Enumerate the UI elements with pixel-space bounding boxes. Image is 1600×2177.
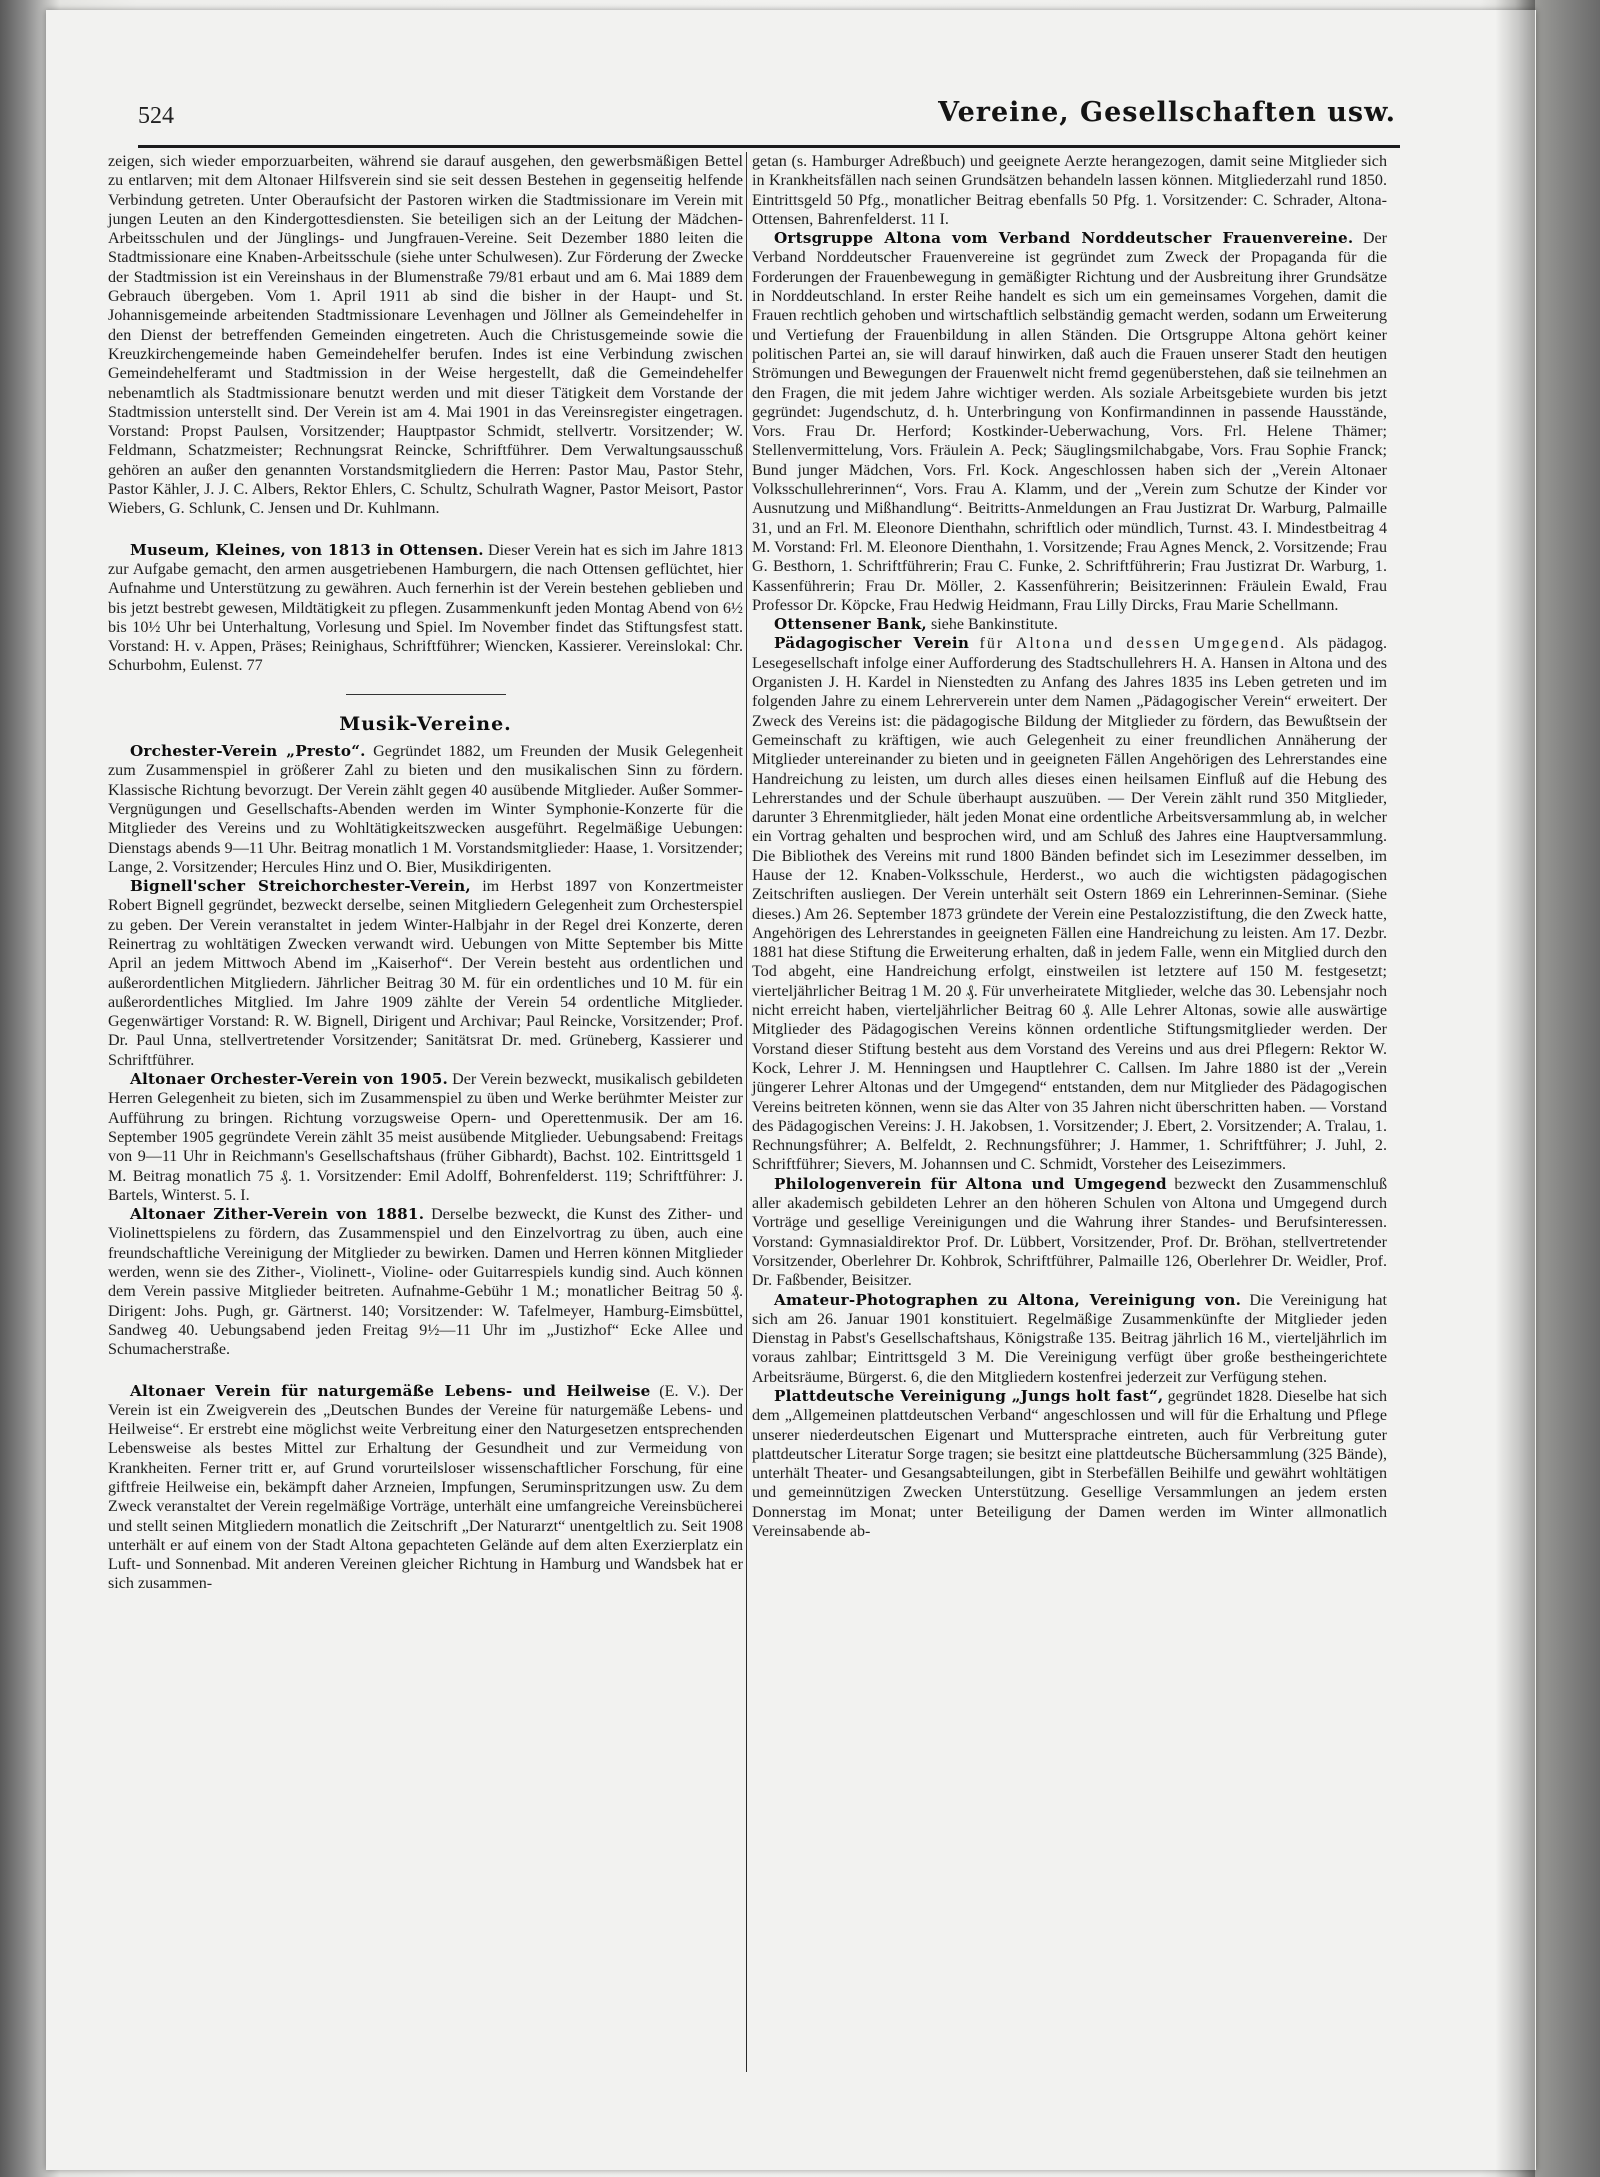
entry-title: Orchester-Verein „Presto“. [130,742,366,761]
page-number: 524 [138,103,174,129]
page-header [138,95,1400,148]
entry-text: Die Vereinigung hat sich am 26. Januar 1901 konstituiert. Regelmäßige Zusammenkünfte der Mitglieder jeden Dienstag in Pabst's Gesellschaftshaus, Königstraße 135. Beitrag jährlich 16 M., vierteljährlich im voraus zahlbar; Eintrittsgeld 3 M. Die Vereinigung verfügt über große bestheingerichtete Arbeitsräume, Bürgerst. 6, die den Mitgliedern kostenfrei jederzeit zur Verfügung stehen. [752,1291,1387,1386]
stadtmission-continuation: zeigen, sich wieder emporzuarbeiten, während sie darauf ausgehen, den gewerbsmäßigen Bettel zu entlarven; mit dem Altonaer Hilfsverein sind sie seit dessen Bestehen in gegenseitig helfende Verbindung getreten. Unter Oberaufsicht der Pastoren wirken die Stadtmissionare im Verein mit jungen Leuten an den Kindergottesdiensten. Sie beteiligen sich an der Leitung der Mädchen-Arbeitsschulen und der Jünglings- und Jungfrauen-Vereine. Seit Dezember 1880 leiten die Stadtmissionare eine Knaben-Arbeitsschule (siehe unter Schulwesen). Zur Förderung der Zwecke der Stadtmission ist ein Vereinshaus in der Blumenstraße 79/81 erbaut und am 6. Mai 1889 dem Gebrauch übergeben. Vom 1. April 1911 ab sind die bisher in der Haupt- und St. Johannisgemeinde arbeitenden Stadtmissionare Levenhagen und Jöllner als Gemeindehelfer in den Dienst der betreffenden Gemeinden eingetreten. Auch die Christusgemeinde sowie die Kreuzkirchengemeinde haben Gemeindehelfer berufen. Indes ist eine Verbindung zwischen Gemeindehelferamt und Stadtmission in der Weise hergestellt, daß die Gemeindehelfer nebenamtlich als Stadtmissionare benutzt werden und mit dieser Tätigkeit dem Vorstande der Stadtmission unterstellt sind. Der Verein ist am 4. Mai 1901 in das Vereinsregister eingetragen. Vorstand: Propst Paulsen, Vorsitzender; Hauptpastor Schmidt, stellvertr. Vorsitzender; W. Feldmann, Schatzmeister; Rechnungsrat Reincke, Schriftführer. Dem Verwaltungsausschuß gehören an außer den genannten Vorstandsmitgliedern die Herren: Pastor Mau, Pastor Stehr, Pastor Kähler, J. J. C. Albers, Rektor Ehlers, C. Schultz, Schulrath Wagner, Pastor Meisort, Pastor Wiebers, G. Schlunk, C. Jensen und Dr. Kuhlmann. [108,153,743,518]
entry-text: Der Verband Norddeutscher Frauenvereine ist gegründet zum Zweck der Propaganda für die Forderungen der Frauenbewegung in gemäßigter Richtung und der Ausbreitung ihrer Grundsätze in Norddeutschland. In erster Reihe handelt es sich um ein gemeinsames Vorgehen, damit die Frauen rechtlich gehoben und wirtschaftlich selbständig gemacht werden, sodann um Erweiterung und Vertiefung der Frauenbildung in allen Ständen. Die Ortsgruppe Altona gehört keiner politischen Partei an, sie will darauf hinwirken, daß auch die Frauen unserer Stadt den heutigen Strömungen und Bewegungen der Frauenwelt nicht fremd gegenüberstehen, daß sie teilnehmen an den Fragen, die mit jedem Jahre wichtiger werden. Als soziale Arbeitsgebiete wurden bis jetzt gegründet: Jugendschutz, d. h. Unterbringung von Konfirmandinnen in passende Hausstände, Vors. Frau Dr. Herford; Kostkinder-Ueberwachung, Vors. Frl. Helene Thämer; Stellenvermittelung, Vors. Fräulein A. Peck; Säuglingsmilchabgabe, Vors. Frau Sophie Franck; Bund junger Mädchen, Vors. Frl. Kock. Angeschlossen haben sich der „Verein Altonaer Volksschullehrerinnen“, Vors. Frau A. Klamm, und der „Verein zum Schutze der Kinder vor Ausnutzung und Mißhandlung“. Beitritts-Anmeldungen an Frau Justizrat Dr. Warburg, Palmaille 31, und an Frl. M. Eleonore Dienthahn, schriftlich oder mündlich, Turnst. 43. I. Mindestbeitrag 4 M. Vorstand: Frl. M. Eleonore Dienthahn, 1. Vorsitzende; Frau Agnes Menck, 2. Vorsitzende; Frau G. Besthorn, 1. Schriftführerin; Frau C. Funke, 2. Schriftführerin; Frau Justizrat Dr. Warburg, 1. Kassenführerin; Frau Dr. Möller, 2. Kassenführerin; Beisitzerinnen: Fräulein Ewald, Frau Professor Dr. Köpcke, Frau Hedwig Heidmann, Frau Lilly Dircks, Frau Marie Schellmann. [752,230,1387,614]
entry-title: Altonaer Verein für naturgemäße Lebens- und Heilweise [130,1381,651,1400]
entry-museum [108,541,743,676]
entry-naturheilweise [108,1382,743,1594]
entry-presto [108,742,743,877]
entry-zither [108,1205,743,1359]
entry-title: Altonaer Orchester-Verein von 1905. [130,1070,448,1089]
entry-philologenverein [752,1175,1387,1291]
entry-paedagogischer-verein [752,634,1387,1174]
entry-text: gegründet 1828. Dieselbe hat sich dem „Allgemeinen plattdeutschen Verband“ angeschlossen und will für die Erhaltung und Pflege unserer niederdeutschen Eigenart und Muttersprache eintreten, auch für Verbreitung guter plattdeutscher Literatur Sorge tragen; sie besitzt eine plattdeutsche Büchersammlung (325 Bände), unterhält Theater- und Gesangsabteilungen, gibt in Sterbefällen Beihilfe und gewährt wohltätigen und gemeinnützigen Zwecken Unterstützung. Gesellige Versammlungen an jedem ersten Donnerstag im Monat; unter Beteiligung der Damen werden im Winter allmonatlich Vereinsabende ab- [752,1388,1387,1541]
entry-text: (E. V.). Der Verein ist ein Zweigverein des „Deutschen Bundes der Vereine für naturgemäße Lebens- und Heilweise“. Er erstrebt eine möglichst weite Verbreitung einer den Naturgesetzen entsprechenden Lebensweise als bestes Mittel zur Erhaltung der Gesundheit und zur Vermeidung von Krankheiten. Ferner tritt er, auf Grund vorurteilsloser wissenschaftlicher Forschung, für eine giftfreie Heilweise ein, bekämpft daher Arzneien, Impfungen, Seruminspritzungen usw. Zu dem Zweck veranstaltet der Verein regelmäßige Vorträge, unterhält eine umfangreiche Vereinsbücherei und stellt seinen Mitgliedern monatlich die Zeitschrift „Der Naturarzt“ unentgeltlich zu. Seit 1908 unterhält er auf einem von der Stadt Altona gepachteten Gelände auf dem alten Exerzierplatz ein Luft- und Sonnenbad. Mit anderen Vereinen gleicher Richtung in Hamburg und Wandsbek hat er sich zusammen- [108,1382,743,1593]
entry-text: bezweckt den Zusammenschluß aller akademisch gebildeten Lehrer an den höheren Schulen von Altona und Umgegend durch Vorträge und gesellige Vereinigungen und die Wahrung ihrer Standes- und Berufsinteressen. Vorstand: Gymnasialdirektor Prof. Dr. Lübbert, Vorsitzender, Prof. Dr. Bröhan, stellvertretender Vorsitzender, Oberlehrer Dr. Kohbrok, Schriftführer, Palmaille 126, Oberlehrer Dr. Weidler, Prof. Dr. Faßbender, Beisitzer. [752,1175,1387,1290]
entry-title: Ottensener Bank, [774,615,927,634]
entry-title: Museum, Kleines, von 1813 in Ottensen. [130,540,484,559]
entry-orchester-1905 [108,1070,743,1205]
entry-frauenvereine [752,229,1387,615]
divider [346,694,506,695]
entry-title: Pädagogischer Verein [774,634,970,653]
page-fold-shadow [1495,0,1535,2177]
entry-title-rest: für Altona und dessen Umgegend. [979,635,1287,653]
entry-text: Derselbe bezweckt, die Kunst des Zither- und Violinettspielens zu fördern, das Zusammenspiel und den Einzelvortrag zu üben, auch eine freundschaftliche Vereinigung der Mitglieder zu bewirken. Damen und Herren können Mitglieder werden, wenn sie des Zither-, Violinett-, Violine- oder Guitarrespiels kundig sind. Auch können dem Verein passive Mitglieder beitreten. Aufnahme-Gebühr 1 M.; monatlicher Beitrag 50 ₰. Dirigent: Johs. Pugh, gr. Gärtnerst. 140; Vorsitzender: W. Tafelmeyer, Hamburg-Eimsbüttel, Sandweg 40. Uebungsabend jeden Freitag 9½—11 Uhr im „Justizhof“ Ecke Allee und Schumacherstraße. [108,1206,743,1359]
entry-text: Dieser Verein hat es sich im Jahre 1813 zur Aufgabe gemacht, den armen ausgetriebenen Hamburgern, die nach Ottensen geflüchtet, hier Aufnahme und Unterstützung zu gewähren. Auch fernerhin ist der Verein bestehen geblieben und bis jetzt bestrebt gewesen, Mildtätigkeit zu pflegen. Zusammenkunft jeden Montag Abend von 6½ bis 10½ Uhr bei Unterhaltung, Vorlesung und Spiel. Im November findet das Stiftungsfest statt. Vorstand: H. v. Appen, Präses; Reinighaus, Schriftführer; Wiencken, Kassierer. Vereinslokal: Chr. Schurbohm, Eulenst. 77 [108,541,743,675]
entry-title: Amateur-Photographen zu Altona, Vereinigung von. [774,1290,1242,1309]
entry-title: Plattdeutsche Vereinigung „Jungs holt fast“, [774,1387,1164,1405]
entry-text: Der Verein bezweckt, musikalisch gebildeten Herren Gelegenheit zu bieten, sich im Zusammenspiel zu üben und Werke berühmter Meister zur Aufführung zu bringen. Richtung vorzugsweise Opern- und Operettenmusik. Der am 16. September 1905 gegründete Verein zählt 35 meist ausübende Mitglieder. Uebungsabend: Freitags von 9—11 Uhr in Reichmann's Gesellschaftshaus (früher Gibhardt), Bachst. 102. Eintrittsgeld 1 M. Beitrag monatlich 75 ₰. 1. Vorsitzender: Emil Adolff, Bohrenfelderst. 119; Schriftführer: J. Bartels, Winterst. 5. I. [108,1071,743,1204]
right-column [752,152,1387,1541]
entry-text: Gegründet 1882, um Freunden der Musik Gelegenheit zum Zusammenspiel in größerer Zahl zu bieten und den musikalischen Sinn zu fördern. Klassische Richtung bevorzugt. Der Verein zählt gegen 40 ausübende Mitglieder. Außer Sommer-Vergnügungen und Gesellschafts-Abenden werden im Winter Symphonie-Konzerte für die Mitglieder des Vereins und zu Wohltätigkeitszwecken ausgeführt. Regelmäßige Uebungen: Dienstags abends 9—11 Uhr. Beitrag monatlich 1 M. Vorstandsmitglieder: Haase, 1. Vorsitzender; Lange, 2. Vorsitzender; Hercules Hinz und O. Bier, Musikdirigenten. [108,743,743,876]
column-rule [746,152,747,2072]
entry-text: im Herbst 1897 von Konzertmeister Robert Bignell gegründet, bezweckt derselbe, seinen Mitgliedern Gelegenheit zum Orchesterspiel zu geben. Der Verein veranstaltet in jedem Winter-Halbjahr in der Regel drei Konzerte, deren Reinertrag zu wohltätigen Zwecken verwandt wird. Uebungen von Mitte September bis Mitte April an jedem Mittwoch Abend im „Kaiserhof“. Der Verein besteht aus ordentlichen und außerordentlichen Mitgliedern. Jährlicher Beitrag 30 M. für ein ordentliches und 10 M. für ein außerordentliches Mitglied. Im Jahre 1909 zählte der Verein 54 ordentliche Mitglieder. Gegenwärtiger Vorstand: R. W. Bignell, Dirigent und Archivar; Paul Reincke, Vorsitzender; Prof. Dr. Paul Unna, stellvertretender Vorsitzender; Sanitätsrat Dr. med. Grüneberg, Kassierer und Schriftführer. [108,878,743,1069]
entry-amateur-photographen [752,1291,1387,1387]
entry-ottensener-bank [752,615,1387,634]
entry-text: siehe Bankinstitute. [930,616,1058,634]
entry-bignell [108,877,743,1070]
entry-title: Bignell'scher Streichorchester-Verein, [130,877,471,896]
entry-plattdeutsche-vereinigung [752,1387,1387,1541]
section-heading: Musik-Vereine. [339,712,512,735]
entry-title: Ortsgruppe Altona vom Verband Norddeutscher Frauenvereine. [774,229,1354,248]
left-column [108,152,743,1594]
running-title: Vereine, Gesellschaften usw. [938,97,1396,128]
entry-text: Als pädagog. Lesegesellschaft infolge einer Aufforderung des Stadtschullehrers H. A. Hansen in Altona und des Organisten J. H. Kardel in Nienstedten zu Anfang des Jahres 1835 ins Leben getreten und im folgenden Jahre zu einem Lehrerverein unter dem Namen „Pädagogischer Verein“ erweitert. Der Zweck des Vereins ist: die pädagogische Bildung der Mitglieder zu fördern, das Bewußtsein der Gemeinschaft zu kräftigen, wie auch Gelegenheit zu einer freundlichen Annäherung der Mitglieder untereinander zu bieten und in geeigneten Fällen Angehörigen des Lehrerstandes eine Handreichung zu leisten, um durch alles dieses einen heilsamen Einfluß auf die Hebung des Lehrerstandes und der Schule überhaupt auszuüben. — Der Verein zählt rund 350 Mitglieder, darunter 3 Ehrenmitglieder, hält jeden Monat eine ordentliche Arbeitsversammlung ab, in welcher ein Vortrag gehalten und besprochen wird, und am Schluß des Jahres eine Hauptversammlung. Die Bibliothek des Vereins mit rund 1800 Bänden befindet sich im Lesezimmer desselben, im Hause der 12. Knaben-Volksschule, Herderst., wo auch die wichtigsten pädagogischen Zeitschriften ausliegen. Der Verein unterhält seit Ostern 1869 ein Lehrerinnen-Seminar. (Siehe dieses.) Am 26. September 1873 gründete der Verein eine Pestalozzistiftung, die den Zweck hatte, Angehörigen des Lehrerstandes in geeigneten Fällen eine Handreichung zu leisten. Am 17. Dezbr. 1881 hat diese Stiftung die Erweiterung erhalten, daß in jedem Falle, wenn ein Mitglied durch den Tod abgeht, eine Handreichung erfolgt, einstweilen ist letztere auf 150 M. festgesetzt; vierteljährlicher Beitrag 1 M. 20 ₰. Für unverheiratete Mitglieder, welche das 30. Lebensjahr noch nicht erreicht haben, vierteljährlicher Beitrag 60 ₰. Alle Lehrer Altonas, sowie alle auswärtige Mitglieder des Pädagogischen Vereins können ordentliche Stiftungsmitglieder werden. Der Vorstand dieser Stiftung besteht aus dem Vorstand des Vereins und aus drei Pflegern: Rektor W. Kock, Lehrer J. M. Henningsen und Hauptlehrer C. Callsen. Im Jahre 1880 ist der „Verein jüngerer Lehrer Altonas und der Umgegend“ entstanden, dem nur Mitglieder des Pädagogischen Vereins beitreten können, wenn sie das Alter von 35 Jahren nicht überschritten haben. — Vorstand des Pädagogischen Vereins: J. H. Jakobsen, 1. Vorsitzender; J. Ebert, 2. Vorsitzender; A. Tralau, 1. Rechnungsführer; A. Belfeldt, 2. Rechnungsführer; J. Hammer, 1. Schriftführer; J. Juhl, 2. Schriftführer; Sievers, M. Johannsen und C. Schmidt, Vorsteher des Leisezimmers. [752,635,1387,1174]
naturheilweise-continuation: getan (s. Hamburger Adreßbuch) und geeignete Aerzte herangezogen, damit seine Mitglieder sich in Krankheitsfällen nach seinen Grundsätzen behandeln lassen können. Mitgliederzahl rund 1850. Eintrittsgeld 50 Pfg., monatlicher Beitrag ebenfalls 50 Pfg. 1. Vorsitzender: C. Schrader, Altona-Ottensen, Bahrenfelderst. 11 I. [752,153,1387,228]
entry-title: Altonaer Zither-Verein von 1881. [130,1205,425,1224]
entry-title: Philologenverein für Altona und Umgegend [774,1174,1167,1193]
